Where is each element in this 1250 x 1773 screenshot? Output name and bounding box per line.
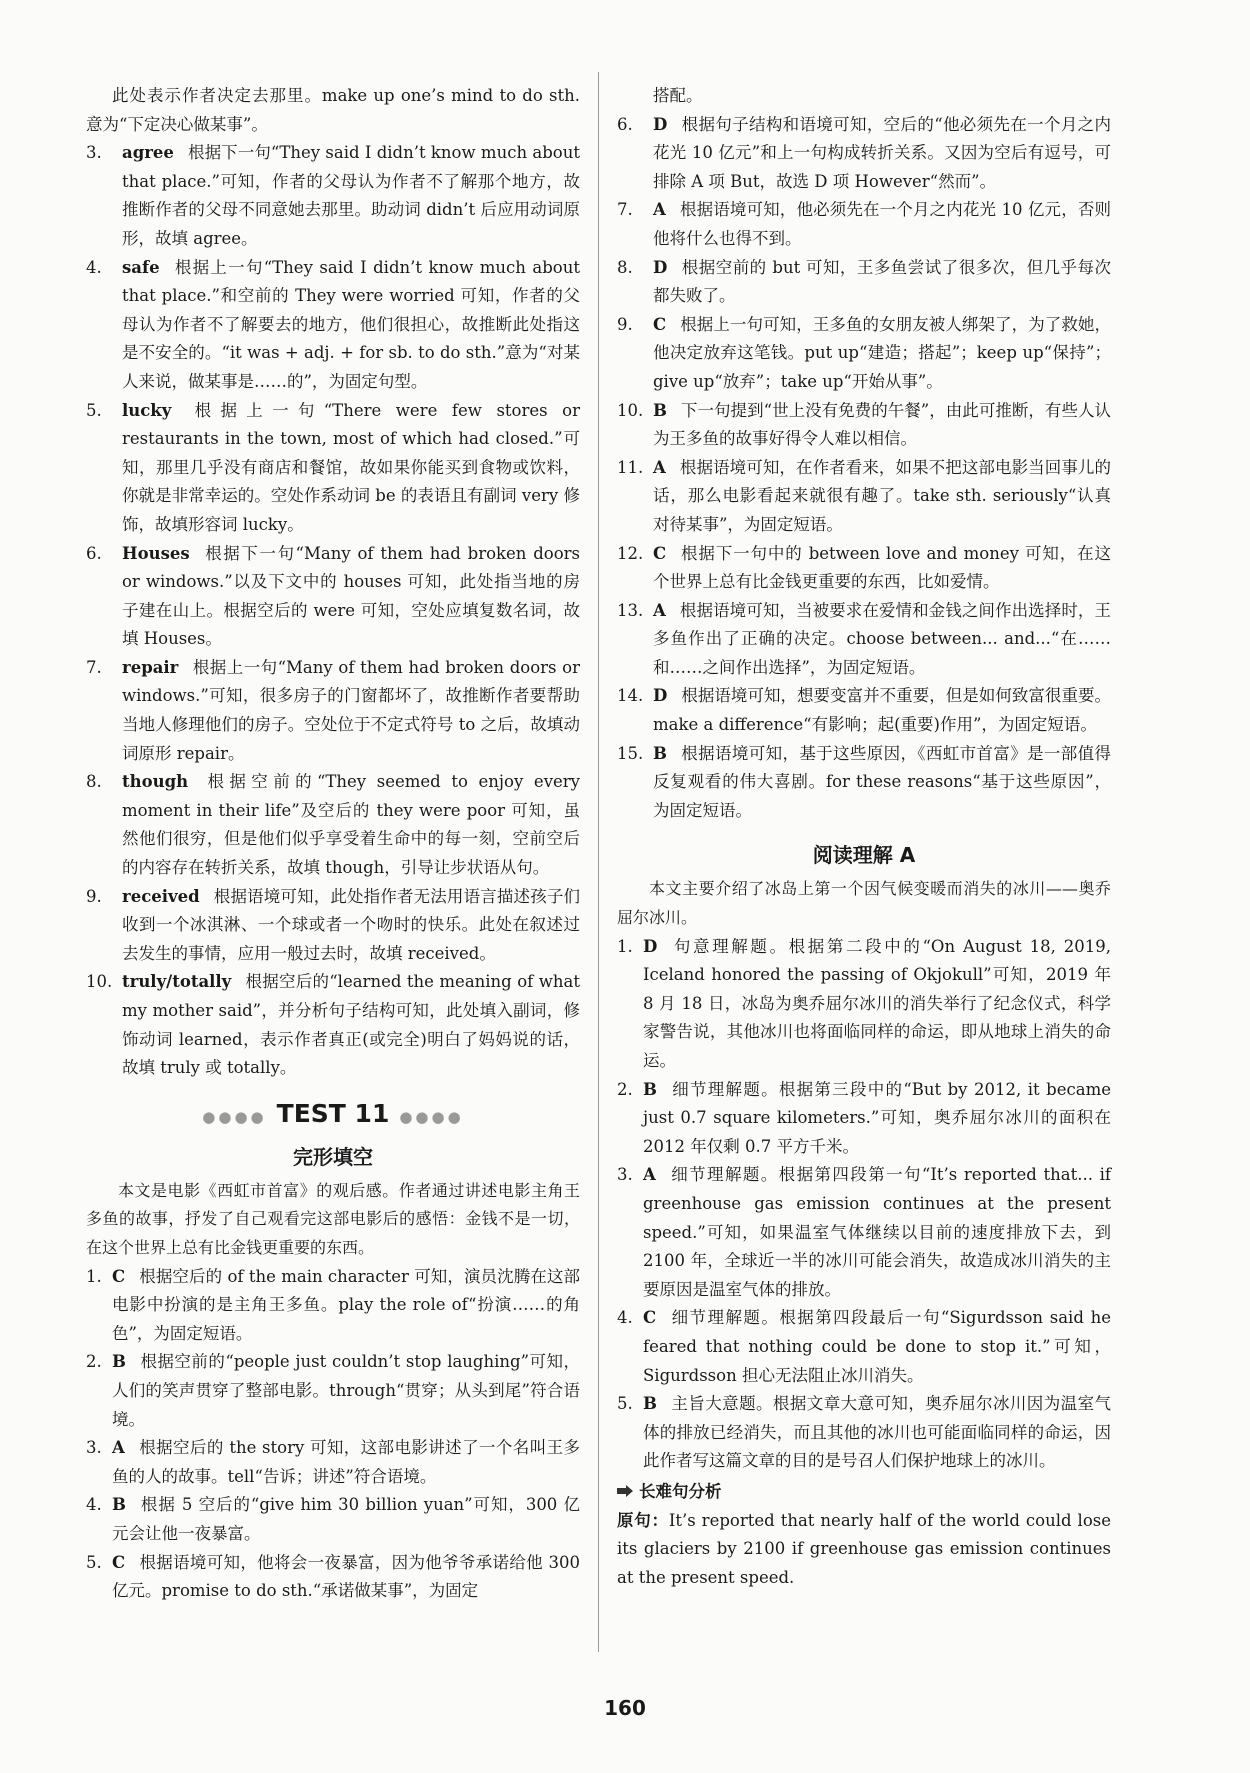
arrow-right-icon: [617, 1478, 633, 1507]
item-explanation: 细节理解题。根据第三段中的“But by 2012, it became just 0.7 square kilometers.”可知，奥乔屈尔冰川的面积在 2012 年仅剩 0.7 平方千米。: [643, 1079, 1111, 1156]
item-number: 10.: [86, 972, 113, 992]
item-answer: C: [653, 314, 667, 334]
item-answer: truly/totally: [122, 972, 232, 992]
answer-item: [617, 1390, 1111, 1476]
item-body: [122, 654, 580, 768]
item-body: [122, 968, 580, 1082]
item-number: 9.: [617, 314, 633, 334]
item-body: [643, 1076, 1111, 1162]
reading-answer-list: [617, 933, 1111, 1476]
item-explanation: 根据上一句“Many of them had broken doors or windows.”可知，很多房子的门窗都坏了，故推断作者要帮助当地人修理他们的房子。空处位于不定式符号 to 之后，故填动词原形 repair。: [122, 657, 580, 763]
item-body: [122, 139, 580, 253]
item-explanation: 主旨大意题。根据文章大意可知，奥乔屈尔冰川因为温室气体的排放已经消失，而且其他的冰川也可能面临同样的命运，因此作者写这篇文章的目的是号召人们保护地球上的冰川。: [643, 1394, 1111, 1471]
item-answer: D: [653, 257, 668, 277]
item-body: [112, 1549, 580, 1606]
item-explanation: 根据 5 空后的“give him 30 billion yuan”可知，300 亿元会让他一夜暴富。: [112, 1495, 580, 1543]
original-text: It’s reported that nearly half of the world could lose its glaciers by 2100 if greenhouse gas emission continues at the present speed.: [617, 1510, 1112, 1587]
item-body: [653, 597, 1111, 683]
item-body: [122, 540, 580, 654]
original-sentence: [617, 1507, 1111, 1593]
item-explanation: 根据空后的 of the main character 可知，演员沈腾在这部电影中扮演的是主角王多鱼。play the role of“扮演……的角色”，为固定短语。: [112, 1266, 580, 1343]
item-explanation: 根据下一句“Many of them had broken doors or windows.”以及下文中的 houses 可知，此处指当地的房子建在山上。根据空后的 were 可知，空处应填复数名词，故填 Houses。: [122, 543, 580, 649]
item-number: 4.: [86, 1495, 102, 1515]
page-number: 160: [604, 1696, 646, 1720]
item-number: 3.: [617, 1165, 633, 1185]
answer-item: [617, 597, 1111, 683]
item-explanation: 根据上一句“They said I didn’t know much about that place.”和空前的 They were worried 可知，作者的父母认为作者不了解要去的地方，他们很担心，故推断此处指这是不安全的。“it was + adj. + for sb. to do sth.”意为“对某人来说，做某事是……的”，为固定句型。: [122, 257, 580, 391]
item-body: [643, 1390, 1111, 1476]
item-number: 1.: [617, 936, 633, 956]
item-explanation: 句意理解题。根据第二段中的“On August 18, 2019, Iceland honored the passing of Okjokull”可知，2019 年 8 月 18 日，冰岛为奥乔屈尔冰川的消失举行了纪念仪式，科学家警告说，其他冰川也将面临同样的命运，即从地球上消失的命运。: [643, 936, 1111, 1070]
left-intro: 此处表示作者决定去那里。make up one’s mind to do sth. 意为“下定决心做某事”。: [86, 86, 580, 134]
answer-item: [617, 1161, 1111, 1304]
item-number: 5.: [86, 1552, 102, 1572]
section-title-reading: 阅读理解 A: [812, 843, 916, 868]
answer-item: [86, 1549, 580, 1606]
item-explanation: 根据空前的 but 可知，王多鱼尝试了很多次，但几乎每次都失败了。: [653, 257, 1111, 306]
answer-item: [86, 768, 580, 882]
item-body: [653, 254, 1111, 311]
item-number: 15.: [617, 743, 644, 763]
item-number: 3.: [86, 1438, 102, 1458]
item-body: [122, 397, 580, 540]
answer-item: [617, 196, 1111, 253]
item-explanation: 根据上一句可知，王多鱼的女朋友被人绑架了，为了救她，他决定放弃这笔钱。put up“建造；搭起”；keep up“保持”；give up“放弃”；take up“开始从事”。: [653, 314, 1111, 391]
item-explanation: 下一句提到“世上没有免费的午餐”，由此可推断，有些人认为王多鱼的故事好得令人难以相信。: [653, 400, 1111, 449]
answer-item: [617, 454, 1111, 540]
item-number: 9.: [86, 886, 102, 906]
item-number: 5.: [86, 400, 102, 420]
item-explanation: 根据语境可知，他将会一夜暴富，因为他爷爷承诺给他 300 亿元。promise to do sth.“承诺做某事”，为固定: [112, 1552, 580, 1601]
item-explanation: 根据语境可知，他必须先在一个月之内花光 10 亿元，否则他将什么也得不到。: [653, 200, 1111, 248]
item-answer: A: [653, 200, 666, 220]
item-explanation: 细节理解题。根据第四段第一句“It’s reported that... if greenhouse gas emission continues at the present speed.”可知，如果温室气体继续以目前的速度排放下去，到 2100 年，全球近一半的冰川可能会消失，故造成冰川消失的主要原因是温室气体的排放。: [643, 1165, 1111, 1299]
answer-item: [617, 1304, 1111, 1390]
item-explanation: 根据空后的“learned the meaning of what my mother said”，并分析句子结构可知，此处填入副词，修饰动词 learned，表示作者真正(或完全)明白了妈妈说的话，故填 truly 或 totally。: [122, 972, 580, 1078]
item-answer: safe: [122, 257, 160, 277]
item-answer: D: [653, 686, 668, 706]
item-answer: A: [653, 457, 666, 477]
item-number: 14.: [617, 686, 644, 706]
right-intro: 搭配。: [653, 86, 703, 105]
item-explanation: 根据语境可知，想要变富并不重要，但是如何致富很重要。make a difference“有影响；起(重要)作用”，为固定短语。: [653, 686, 1111, 735]
item-answer: B: [643, 1079, 657, 1099]
item-explanation: 细节理解题。根据第四段最后一句“Sigurdsson said he feared that nothing could be done to stop it.”可知，Sigurdsson 担心无法阻止冰川消失。: [643, 1308, 1111, 1385]
item-body: [112, 1434, 580, 1491]
item-body: [122, 883, 580, 969]
answer-item: [86, 1263, 580, 1349]
item-number: 8.: [617, 257, 633, 277]
item-answer: D: [653, 114, 668, 134]
item-number: 6.: [617, 114, 633, 134]
item-explanation: 根据下一句“They said I didn’t know much about that place.”可知，作者的父母认为作者不了解那个地方，故推断作者的父母不同意她去那里。助动词 didn’t 后应用动词原形，故填 agree。: [122, 143, 580, 248]
answer-item: [86, 1434, 580, 1491]
item-explanation: 根据上一句“There were few stores or restaurants in the town, most of which had closed.”可知，那里几乎没有商店和餐馆，故如果你能买到食物或饮料，你就是非常幸运的。空处作系动词 be 的表语且有副词 very 修饰，故填形容词 lucky。: [122, 400, 580, 534]
item-body: [653, 740, 1111, 826]
test-title: ●●●● TEST 11 ●●●●: [202, 1098, 464, 1128]
answer-item: [86, 883, 580, 969]
answer-item: [617, 933, 1111, 1076]
item-explanation: 根据语境可知，基于这些原因，《西虹市首富》是一部值得反复观看的伟大喜剧。for these reasons“基于这些原因”，为固定短语。: [653, 743, 1111, 820]
item-answer: A: [112, 1438, 125, 1458]
right-column: [617, 82, 1111, 1592]
item-body: [643, 933, 1111, 1076]
answer-item: [86, 139, 580, 253]
answer-item: [617, 111, 1111, 197]
item-answer: A: [653, 600, 666, 620]
item-explanation: 根据语境可知，在作者看来，如果不把这部电影当回事儿的话，那么电影看起来就很有趣了。take sth. seriously“认真对待某事”，为固定短语。: [653, 457, 1111, 534]
item-body: [122, 254, 580, 397]
item-answer: repair: [122, 657, 179, 677]
answer-item: [86, 654, 580, 768]
answer-item: [617, 1076, 1111, 1162]
answer-item: [86, 397, 580, 540]
answer-item: [617, 254, 1111, 311]
dots-left-icon: ●●●●: [202, 1107, 267, 1126]
answer-item: [617, 740, 1111, 826]
item-answer: B: [112, 1352, 126, 1372]
item-body: [653, 454, 1111, 540]
answer-item: [617, 540, 1111, 597]
reading-summary: 本文主要介绍了冰岛上第一个因气候变暖而消失的冰川——奥乔屈尔冰川。: [617, 879, 1111, 928]
item-explanation: 根据句子结构和语境可知，空后的“他必须先在一个月之内花光 10 亿元”和上一句构成转折关系。又因为空后有逗号，可排除 A 项 But，故选 D 项 However“然而”。: [653, 114, 1111, 191]
item-number: 13.: [617, 600, 644, 620]
item-number: 4.: [617, 1308, 633, 1328]
answer-item: [86, 540, 580, 654]
item-answer: lucky: [122, 400, 172, 420]
answer-item: [86, 1491, 580, 1548]
item-answer: C: [112, 1266, 126, 1286]
item-answer: B: [653, 743, 667, 763]
item-number: 12.: [617, 543, 644, 563]
item-explanation: 根据空后的 the story 可知，这部电影讲述了一个名叫王多鱼的人的故事。tell“告诉；讲述”符合语境。: [112, 1438, 580, 1486]
answer-item: [86, 1348, 580, 1434]
item-answer: received: [122, 886, 200, 906]
item-answer: A: [643, 1165, 656, 1185]
item-number: 4.: [86, 257, 102, 277]
item-body: [653, 682, 1111, 739]
item-number: 7.: [86, 657, 102, 677]
left-column: [86, 82, 580, 1606]
cloze-answer-list-1: [86, 1263, 580, 1606]
item-answer: B: [653, 400, 667, 420]
item-number: 7.: [617, 200, 633, 220]
column-divider: [598, 72, 599, 1652]
long-sentence-heading: 长难句分析: [617, 1478, 1111, 1507]
item-body: [112, 1263, 580, 1349]
item-explanation: 根据空前的“They seemed to enjoy every moment in their life”及空后的 they were poor 可知，虽然他们很穷，但是他们似乎享受着生命中的每一刻，空前空后的内容存在转折关系，故填 though，引导让步状语从句。: [122, 772, 580, 878]
cloze-answer-list-2: [617, 111, 1111, 826]
item-number: 3.: [86, 143, 102, 163]
answer-item: [86, 254, 580, 397]
item-number: 11.: [617, 457, 644, 477]
item-number: 2.: [617, 1079, 633, 1099]
item-number: 1.: [86, 1266, 102, 1286]
item-body: [653, 397, 1111, 454]
item-body: [122, 768, 580, 882]
item-explanation: 根据语境可知，此处指作者无法用语言描述孩子们收到一个冰淇淋、一个球或者一个吻时的快乐。此处在叙述过去发生的事情，应用一般过去时，故填 received。: [122, 886, 580, 963]
item-answer: C: [643, 1308, 657, 1328]
section-title-cloze: 完形填空: [293, 1144, 373, 1169]
answer-item: [86, 968, 580, 1082]
item-body: [643, 1304, 1111, 1390]
item-answer: B: [112, 1495, 126, 1515]
left-answer-list: [86, 139, 580, 1083]
item-answer: D: [643, 936, 658, 956]
item-explanation: 根据空前的“people just couldn’t stop laughing”可知，人们的笑声贯穿了整部电影。through“贯穿；从头到尾”符合语境。: [112, 1352, 580, 1429]
cloze-summary: 本文是电影《西虹市首富》的观后感。作者通过讲述电影主角王多鱼的故事，抒发了自己观看完这部电影后的感悟：金钱不是一切，在这个世界上总有比金钱更重要的东西。: [86, 1180, 580, 1257]
item-number: 6.: [86, 543, 102, 563]
item-answer: agree: [122, 143, 174, 163]
item-body: [643, 1161, 1111, 1304]
original-label: 原句：: [617, 1510, 669, 1530]
item-answer: C: [653, 543, 667, 563]
item-answer: Houses: [122, 543, 190, 563]
item-explanation: 根据下一句中的 between love and money 可知，在这个世界上总有比金钱更重要的东西，比如爱情。: [653, 543, 1111, 592]
item-body: [653, 540, 1111, 597]
item-body: [112, 1348, 580, 1434]
answer-item: [617, 311, 1111, 397]
item-body: [112, 1491, 580, 1548]
answer-item: [617, 397, 1111, 454]
item-body: [653, 311, 1111, 397]
item-number: 10.: [617, 400, 644, 420]
item-answer: though: [122, 772, 189, 792]
item-number: 2.: [86, 1352, 102, 1372]
item-number: 8.: [86, 772, 102, 792]
item-explanation: 根据语境可知，当被要求在爱情和金钱之间作出选择时，王多鱼作出了正确的决定。choose between... and...“在……和……之间作出选择”，为固定短语。: [653, 600, 1111, 677]
answer-item: [617, 682, 1111, 739]
item-body: [653, 196, 1111, 253]
item-answer: B: [643, 1394, 657, 1414]
dots-right-icon: ●●●●: [399, 1107, 464, 1126]
item-number: 5.: [617, 1394, 633, 1414]
item-answer: C: [112, 1552, 126, 1572]
item-body: [653, 111, 1111, 197]
